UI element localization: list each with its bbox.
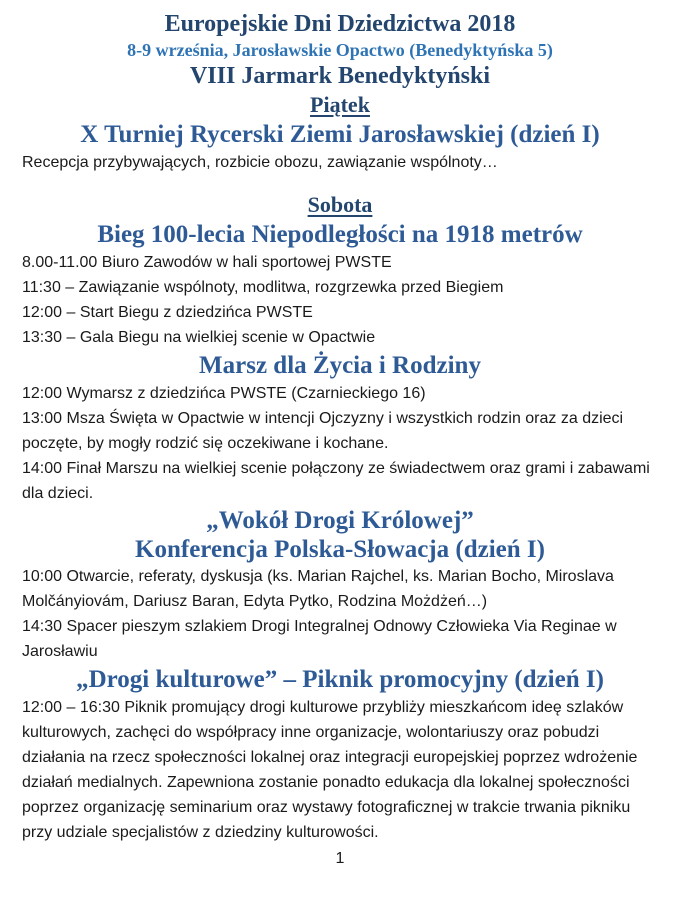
event-title-picnic: „Drogi kulturowe” – Piknik promocyjny (dzień I): [76, 666, 604, 693]
schedule-line: 12:00 – Start Biegu z dziedzińca PWSTE: [22, 304, 313, 321]
page-footer: [22, 850, 658, 868]
schedule-line: 14:00 Finał Marszu na wielkiej scenie połączony ze świadectwem oraz grami i zabawami dla dzieci.: [22, 460, 650, 502]
schedule-line: 11:30 – Zawiązanie wspólnoty, modlitwa, rozgrzewka przed Biegiem: [22, 279, 504, 296]
fair-title: VIII Jarmark Benedyktyński: [189, 63, 491, 89]
schedule-line: 8.00-11.00 Biuro Zawodów w hali sportowej PWSTE: [22, 254, 392, 271]
event-picnic: [22, 664, 658, 845]
friday-section: [22, 91, 658, 175]
event-run: [22, 219, 658, 350]
schedule-line: 13:00 Msza Święta w Opactwie w intencji Ojczyzny i wszystkich rodzin oraz za dzieci poczęte, by mogły rodzić się oczekiwane i kochane.: [22, 410, 624, 452]
event-march: [22, 350, 658, 506]
schedule-line: 10:00 Otwarcie, referaty, dyskusja (ks. Marian Rajchel, ks. Marian Bocho, Miroslava Molčányiovám, Dariusz Baran, Edyta Pytko, Rodzina Możdżeń…): [22, 568, 614, 610]
friday-description: Recepcja przybywających, rozbicie obozu, zawiązanie wspólnoty…: [22, 154, 498, 171]
saturday-day-heading: Sobota: [307, 192, 373, 217]
schedule-line: 14:30 Spacer pieszym szlakiem Drogi Integralnej Odnowy Człowieka Via Reginae w Jarosławiu: [22, 618, 617, 660]
event-title-conference-line1: „Wokół Drogi Królowej”: [206, 507, 474, 534]
event-title-run: Bieg 100-lecia Niepodległości na 1918 metrów: [97, 221, 583, 248]
document-title: Europejskie Dni Dziedzictwa 2018: [164, 11, 516, 37]
event-conference: [22, 506, 658, 664]
schedule-line: 13:30 – Gala Biegu na wielkiej scenie w Opactwie: [22, 329, 376, 346]
document-header: [22, 10, 658, 91]
schedule-line: 12:00 Wymarsz z dziedzińca PWSTE (Czarnieckiego 16): [22, 385, 426, 402]
event-title-conference-line2: Konferencja Polska-Słowacja (dzień I): [135, 536, 545, 563]
document-subtitle: 8-9 września, Jarosławskie Opactwo (Benedyktyńska 5): [127, 40, 553, 60]
friday-day-heading: Piątek: [310, 92, 370, 117]
page-number: 1: [335, 850, 345, 867]
picnic-description: 12:00 – 16:30 Piknik promujący drogi kulturowe przybliży mieszkańcom ideę szlaków kulturowych, zachęci do współpracy inne organizacje, wolontariuszy oraz pobudzi działania na rzecz społeczności lokalnej oraz integracji europejskiej poprzez wdrożenie działań medialnych. Zapewniona zostanie ponadto edukacja dla lokalnej społeczności poprzez organizację seminarium oraz wystawy fotograficznej w trakcie trwania pikniku przy udziale specjalistów z dziedziny kulturowości.: [22, 699, 638, 841]
friday-event-title: X Turniej Rycerski Ziemi Jarosławskiej (dzień I): [80, 121, 600, 148]
saturday-section: [22, 191, 658, 845]
event-title-march: Marsz dla Życia i Rodziny: [199, 352, 481, 379]
